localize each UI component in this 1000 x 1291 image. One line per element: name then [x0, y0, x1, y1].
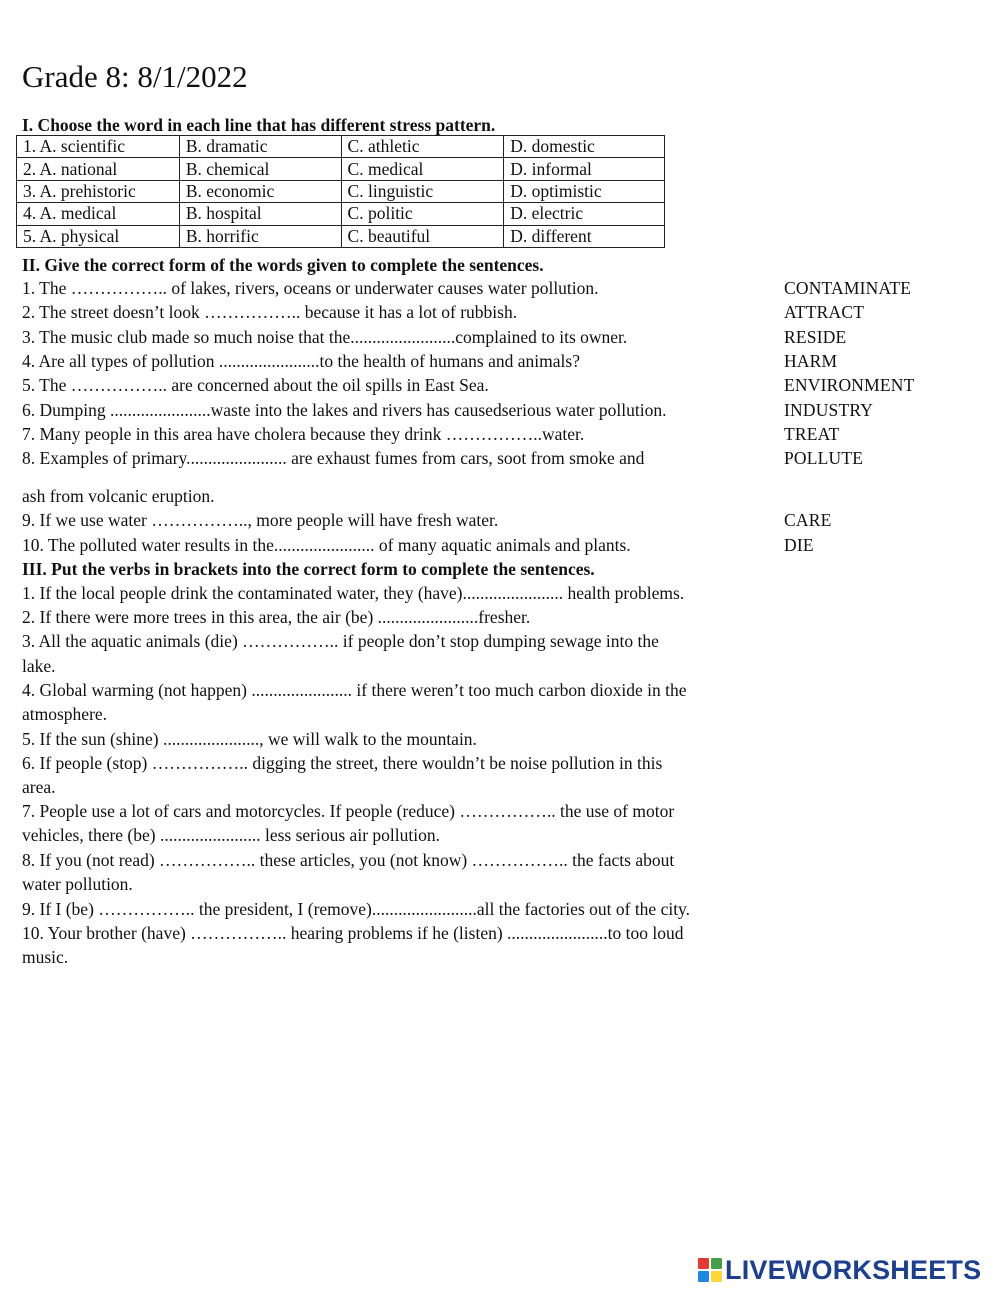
section-2-line: 7. Many people in this area have cholera because they drink ……………..water. — [22, 424, 585, 444]
section-3-line: area. — [22, 777, 56, 797]
word-form-cue: ATTRACT — [784, 302, 865, 322]
word-form-cue: CONTAMINATE — [784, 278, 912, 298]
section-3-line: 2. If there were more trees in this area, the air (be) .......................fresher. — [22, 607, 531, 627]
stress-table-cell: D. different — [504, 225, 665, 247]
stress-table-cell: C. politic — [341, 203, 504, 225]
stress-table-cell: C. beautiful — [341, 225, 504, 247]
section-2-line: 6. Dumping .......................waste into the lakes and rivers has causedserious water pollution. — [22, 400, 667, 420]
stress-pattern-table — [16, 135, 665, 248]
stress-table-cell: B. dramatic — [179, 136, 341, 158]
stress-table-cell: 3. A. prehistoric — [17, 180, 180, 202]
stress-table-row — [17, 203, 665, 225]
section-3-line: 9. If I (be) …………….. the president, I (remove)........................all the factories out of the city. — [22, 899, 691, 919]
page-title: Grade 8: 8/1/2022 — [22, 59, 248, 94]
section-3-line: water pollution. — [22, 874, 133, 894]
section-1-heading: I. Choose the word in each line that has different stress pattern. — [22, 115, 496, 135]
stress-table-cell: D. electric — [504, 203, 665, 225]
stress-table-row — [17, 180, 665, 202]
section-2-line: 1. The …………….. of lakes, rivers, oceans or underwater causes water pollution. — [22, 278, 599, 298]
section-2-line: 10. The polluted water results in the....................... of many aquatic animals and plants. — [22, 535, 631, 555]
liveworksheets-logo-mark — [698, 1258, 722, 1282]
section-2-heading: II. Give the correct form of the words given to complete the sentences. — [22, 255, 544, 275]
stress-table-cell: B. economic — [179, 180, 341, 202]
stress-table-cell: 1. A. scientific — [17, 136, 180, 158]
stress-table-row — [17, 158, 665, 180]
stress-table-cell: D. domestic — [504, 136, 665, 158]
stress-table-cell: D. optimistic — [504, 180, 665, 202]
word-form-cue: POLLUTE — [784, 448, 864, 468]
section-3-line: 7. People use a lot of cars and motorcycles. If people (reduce) …………….. the use of motor — [22, 801, 675, 821]
word-form-cue: ENVIRONMENT — [784, 375, 915, 395]
section-3-line: 8. If you (not read) …………….. these articles, you (not know) …………….. the facts about — [22, 850, 675, 870]
logo-block — [698, 1271, 709, 1282]
word-form-cue: TREAT — [784, 424, 840, 444]
section-3-heading: III. Put the verbs in brackets into the correct form to complete the sentences. — [22, 559, 595, 579]
word-form-cue: RESIDE — [784, 327, 847, 347]
liveworksheets-logo — [698, 1255, 981, 1285]
section-3-line: lake. — [22, 656, 56, 676]
logo-block — [711, 1271, 722, 1282]
word-form-cue: CARE — [784, 510, 832, 530]
section-3-line: 5. If the sun (shine) ......................, we will walk to the mountain. — [22, 729, 477, 749]
section-2-line: 9. If we use water …………….., more people will have fresh water. — [22, 510, 499, 530]
section-3-line: 4. Global warming (not happen) ....................... if there weren’t too much carbon dioxide in the — [22, 680, 687, 700]
logo-block — [698, 1258, 709, 1269]
section-2-line: 8. Examples of primary....................... are exhaust fumes from cars, soot from smoke and — [22, 448, 645, 468]
logo-block — [711, 1258, 722, 1269]
section-2-line: ash from volcanic eruption. — [22, 486, 215, 506]
stress-table-cell: B. hospital — [179, 203, 341, 225]
section-3-line: 10. Your brother (have) …………….. hearing problems if he (listen) .......................to too loud — [22, 923, 684, 943]
stress-table-cell: B. horrific — [179, 225, 341, 247]
stress-table-row — [17, 225, 665, 247]
stress-table-cell: C. athletic — [341, 136, 504, 158]
stress-table-cell: C. linguistic — [341, 180, 504, 202]
section-3-line: vehicles, there (be) ....................... less serious air pollution. — [22, 825, 440, 845]
section-3-line: 6. If people (stop) …………….. digging the street, there wouldn’t be noise pollution in this — [22, 753, 663, 773]
section-2-line: 4. Are all types of pollution .......................to the health of humans and animals? — [22, 351, 580, 371]
stress-table-cell: C. medical — [341, 158, 504, 180]
section-3-line: 1. If the local people drink the contaminated water, they (have)....................... health problems. — [22, 583, 685, 603]
word-form-cue: DIE — [784, 535, 814, 555]
stress-table-row — [17, 136, 665, 158]
section-3-line: music. — [22, 947, 69, 967]
section-3-line: atmosphere. — [22, 704, 108, 724]
word-form-cue: HARM — [784, 351, 838, 371]
stress-table-cell: B. chemical — [179, 158, 341, 180]
stress-table-cell: 4. A. medical — [17, 203, 180, 225]
stress-table-cell: 5. A. physical — [17, 225, 180, 247]
section-2-line: 3. The music club made so much noise that the........................complained to its owner. — [22, 327, 628, 347]
stress-table-cell: 2. A. national — [17, 158, 180, 180]
word-form-cue: INDUSTRY — [784, 400, 874, 420]
section-3-line: 3. All the aquatic animals (die) …………….. if people don’t stop dumping sewage into the — [22, 631, 659, 651]
section-2-line: 5. The …………….. are concerned about the oil spills in East Sea. — [22, 375, 489, 395]
liveworksheets-logo-text: LIVEWORKSHEETS — [725, 1254, 982, 1285]
section-2-line: 2. The street doesn’t look …………….. because it has a lot of rubbish. — [22, 302, 518, 322]
stress-table-cell: D. informal — [504, 158, 665, 180]
